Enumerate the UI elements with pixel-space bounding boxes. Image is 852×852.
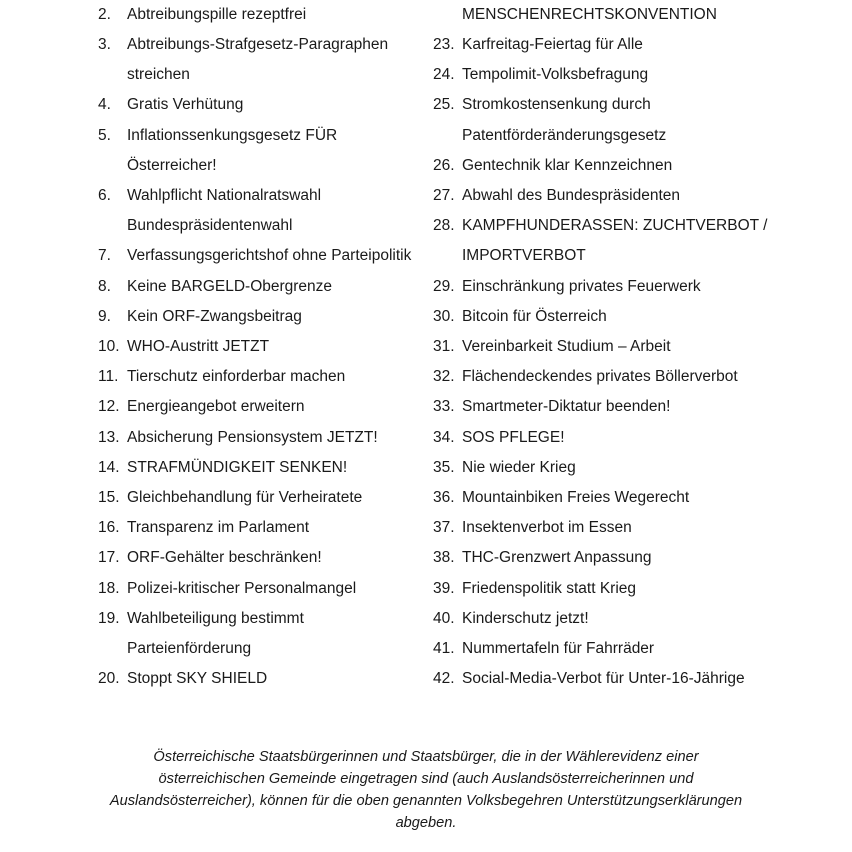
continuation-text: MENSCHENRECHTSKONVENTION [462,5,717,23]
list-item [98,513,418,543]
list-item [98,362,418,392]
item-text: Tierschutz einforderbar machen [127,368,346,386]
item-text: KAMPFHUNDERASSEN: ZUCHTVERBOT / IMPORTVERBOT [462,217,768,265]
item-text: Wahlbeteiligung bestimmt Parteienförderung [127,609,304,658]
item-number: 36. [433,489,455,507]
item-number: 7. [98,247,111,265]
item-number: 10. [98,338,120,356]
list-item [98,543,418,573]
item-number: 19. [98,609,120,627]
item-number: 14. [98,458,120,476]
item-text: Abwahl des Bundespräsidenten [462,187,681,205]
item-text: ORF-Gehälter beschränken! [127,549,322,567]
item-text: Absicherung Pensionsystem JETZT! [127,428,378,446]
list-item [433,181,773,211]
item-number: 37. [433,519,455,537]
list-item [98,121,418,181]
item-number: 29. [433,277,455,295]
item-text: Nummertafeln für Fahrräder [462,640,655,658]
item-text: Polizei-kritischer Personalmangel [127,579,357,597]
item-text: Abtreibungs-Strafgesetz-Paragraphen streichen [127,36,389,84]
list-item [98,30,418,90]
list-item [98,483,418,513]
list-item [433,513,773,543]
item-text: Kinderschutz jetzt! [462,609,589,627]
item-number: 13. [98,428,120,446]
item-number: 2. [98,5,111,23]
list-item [98,0,418,30]
list-item [98,574,418,604]
item-number: 42. [433,670,455,688]
list-item [433,302,773,332]
item-number: 3. [98,36,111,54]
list-item [98,181,418,241]
item-text: Einschränkung privates Feuerwerk [462,277,701,295]
item-number: 12. [98,398,120,416]
list-item [98,664,418,694]
item-number: 31. [433,338,455,356]
item-text: Stromkostensenkung durch Patentförderänderungsgesetz [462,96,667,144]
item-text: Bitcoin für Österreich [462,307,607,325]
list-item [433,634,773,664]
item-number: 20. [98,670,120,688]
item-number: 41. [433,640,455,658]
list-item [433,362,773,392]
list-item [433,60,773,90]
item-text: Transparenz im Parlament [127,519,310,537]
item-number: 27. [433,187,455,205]
item-number: 38. [433,549,455,567]
list-item [98,302,418,332]
item-text: Friedenspolitik statt Krieg [462,579,637,597]
left-column [98,0,418,694]
item-text: Inflationssenkungsgesetz FÜR Österreicher! [127,126,338,174]
right-column [433,0,773,694]
item-text: Mountainbiken Freies Wegerecht [462,489,690,507]
list-item [433,272,773,302]
list-item [98,272,418,302]
list-item [98,604,418,664]
item-text: Social-Media-Verbot für Unter-16-Jährige [462,670,745,688]
item-text: Kein ORF-Zwangsbeitrag [127,307,302,325]
item-number: 16. [98,519,120,537]
item-text: STRAFMÜNDIGKEIT SENKEN! [127,458,348,476]
list-item [433,483,773,513]
list-item [433,574,773,604]
item-number: 30. [433,307,455,325]
list-item [98,453,418,483]
list-item [433,453,773,483]
item-number: 40. [433,609,455,627]
list-item [433,211,773,271]
item-number: 17. [98,549,120,567]
list-item [433,543,773,573]
item-text: Stoppt SKY SHIELD [127,670,268,688]
item-number: 35. [433,458,455,476]
item-number: 23. [433,36,455,54]
list-item [98,423,418,453]
item-text: Gleichbehandlung für Verheiratete [127,489,363,507]
item-text: Gratis Verhütung [127,96,244,114]
item-number: 33. [433,398,455,416]
item-text: Flächendeckendes privates Böllerverbot [462,368,738,386]
item-text: Tempolimit-Volksbefragung [462,66,649,84]
item-number: 25. [433,96,455,114]
list-item [433,423,773,453]
item-text: Verfassungsgerichtshof ohne Parteipolitik [127,247,412,265]
item-text: Energieangebot erweitern [127,398,305,416]
list-item [98,90,418,120]
item-number: 8. [98,277,111,295]
list-item [433,151,773,181]
list-item [433,392,773,422]
item-text: Keine BARGELD-Obergrenze [127,277,333,295]
item-text: Wahlpflicht Nationalratswahl Bundespräsidentenwahl [127,187,322,235]
item-number: 6. [98,187,111,205]
list-item [98,241,418,271]
item-number: 15. [98,489,120,507]
item-number: 28. [433,217,455,235]
list-item [433,332,773,362]
item-text: Abtreibungspille rezeptfrei [127,5,307,23]
item-number: 32. [433,368,455,386]
item-text: SOS PFLEGE! [462,428,565,446]
list-item [433,30,773,60]
item-number: 24. [433,66,455,84]
item-number: 18. [98,579,120,597]
item-number: 34. [433,428,455,446]
list-item [98,332,418,362]
list-item [433,664,773,694]
item-number: 4. [98,96,111,114]
item-text: Gentechnik klar Kennzeichnen [462,156,673,174]
item-text: Insektenverbot im Essen [462,519,632,537]
list-item [433,90,773,150]
list-item [433,604,773,634]
item-number: 39. [433,579,455,597]
item-text: THC-Grenzwert Anpassung [462,549,652,567]
item-number: 26. [433,156,455,174]
item-number: 5. [98,126,111,144]
footnote: Österreichische Staatsbürgerinnen und Staatsbürger, die in der Wählerevidenz einer österreichischen Gemeinde eingetragen sind (auch Auslandsösterreicherinnen und Auslandsösterreicher), können für die oben genannten Volksbegehren Unterstützungserklärungen abgeben. [109,749,743,831]
list-item-continuation [433,0,773,30]
item-number: 9. [98,307,111,325]
item-number: 11. [98,368,119,386]
item-text: WHO-Austritt JETZT [127,338,270,356]
item-text: Vereinbarkeit Studium – Arbeit [462,338,671,356]
list-item [98,392,418,422]
item-text: Smartmeter-Diktatur beenden! [462,398,671,416]
item-text: Nie wieder Krieg [462,458,576,476]
item-text: Karfreitag-Feiertag für Alle [462,36,643,54]
